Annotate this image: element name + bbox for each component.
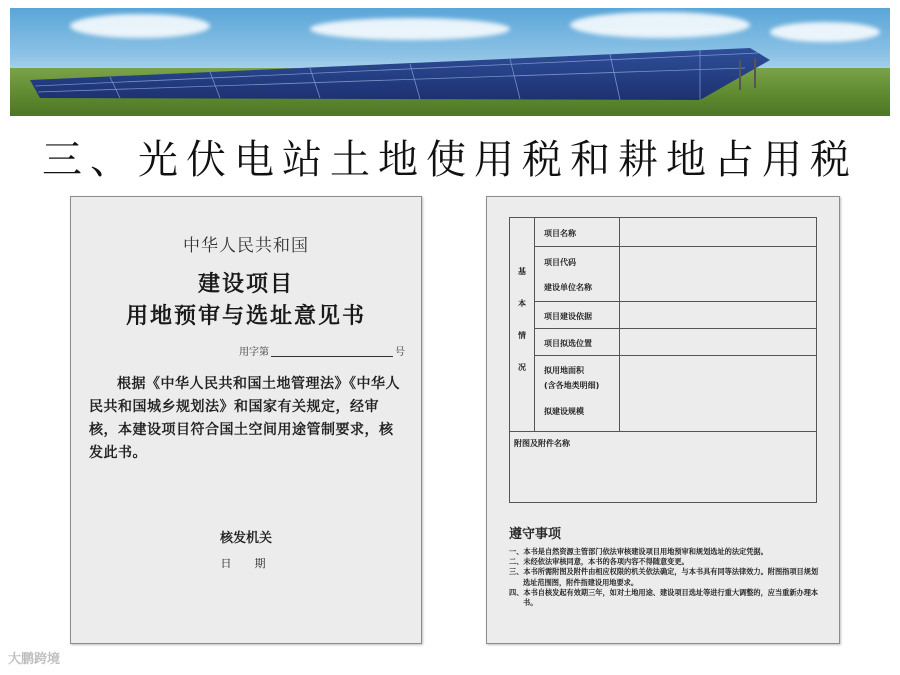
notice-item: 三、本书所需附图及附件由相应权限的机关依法确定，与本书具有同等法律效力。附图指项目规划选址范围图，附件指建设用地要求。	[509, 567, 819, 587]
category-char: 本	[518, 299, 526, 308]
document-number-prefix: 用字第	[239, 347, 269, 358]
attachments-label: 附图及附件名称	[514, 439, 570, 448]
solar-banner-image	[10, 8, 890, 116]
watermark-text: 大鹏跨境	[8, 652, 61, 667]
table-row-land-area	[534, 356, 816, 431]
notice-title: 遵守事项	[509, 527, 562, 542]
category-char: 况	[518, 363, 526, 372]
category-char: 基	[518, 267, 526, 276]
table-row-basis	[534, 302, 816, 329]
table-row-project-code	[534, 247, 816, 302]
row-label: 拟用地面积	[544, 366, 584, 375]
row-label: 拟建设规模	[544, 407, 584, 416]
issuing-authority-label: 核发机关	[219, 531, 272, 546]
notice-item: 二、未经依法审核同意，本书的各项内容不得随意变更。	[509, 557, 689, 567]
notice-list	[509, 547, 821, 608]
row-label: 项目代码	[544, 258, 576, 267]
table-row-project-name	[534, 218, 816, 247]
country-name: 中华人民共和国	[183, 236, 309, 256]
attachments-row	[510, 431, 816, 502]
certificate-cover-page	[70, 196, 422, 644]
issue-date-label: 日 期	[220, 557, 272, 570]
solar-panel-array	[10, 8, 890, 116]
page-title: 三、光伏电站土地使用税和耕地占用税	[42, 137, 858, 183]
certificate-body-text: 根据《中华人民共和国土地管理法》《中华人民共和国城乡规划法》和国家有关规定，经审核，本建设项目符合国土空间用途管制要求，核发此书。	[89, 376, 400, 461]
row-label: (含各地类明细)	[544, 381, 600, 390]
row-label: 项目名称	[544, 229, 576, 238]
basic-info-table	[509, 217, 817, 503]
document-number-blank	[271, 356, 393, 357]
row-label: 项目拟选位置	[544, 339, 592, 348]
row-label: 建设单位名称	[544, 283, 592, 292]
certificate-title-line1: 建设项目	[197, 272, 294, 297]
notice-item: 一、本书是自然资源主管部门依法审核建设项目用地预审和规划选址的法定凭据。	[509, 547, 768, 556]
certificate-detail-page	[486, 196, 840, 644]
category-char: 情	[518, 331, 526, 340]
document-number-suffix: 号	[395, 347, 405, 358]
row-label: 项目建设依据	[544, 312, 592, 321]
basic-info-category	[510, 218, 535, 431]
table-row-location	[534, 329, 816, 356]
certificate-title-line2: 用地预审与选址意见书	[125, 304, 366, 329]
document-number	[239, 343, 405, 358]
notice-item: 四、本书自核发起有效期三年，如对土地用途、建设项目选址等进行重大调整的，应当重新办理本书。	[509, 587, 819, 608]
